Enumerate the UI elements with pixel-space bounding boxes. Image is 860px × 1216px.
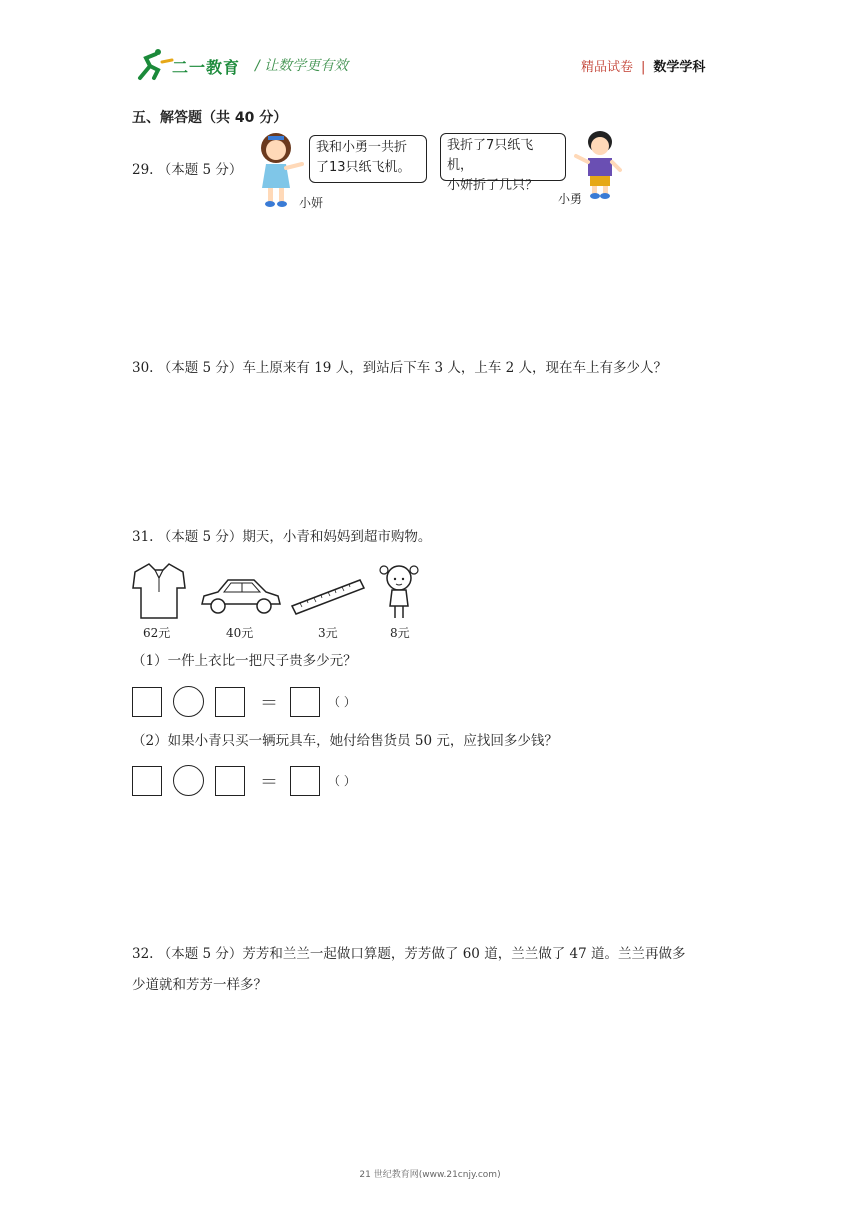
price-doll: 8元 <box>390 626 410 640</box>
operator-circle-2[interactable] <box>173 765 204 796</box>
section-title: 五、解答题（共 40 分） <box>132 110 288 126</box>
price-shirt: 62元 <box>143 626 171 640</box>
unit-paren-1[interactable]: （ ） <box>328 695 356 709</box>
doc-type: 精品试卷 <box>581 60 634 75</box>
logo-text: 二一教育 <box>172 58 241 77</box>
car-icon <box>198 574 282 618</box>
speech-bubble-boy <box>440 133 566 193</box>
girl-figure-icon <box>252 130 304 210</box>
boy-name: 小勇 <box>558 192 583 206</box>
bubble-boy-line2: 小妍折了几只？ <box>447 178 539 193</box>
q31-sub1: （1）一件上衣比一把尺子贵多少元？ <box>132 653 357 669</box>
footer: 21 世纪教育网(www.21cnjy.com) <box>359 1170 501 1180</box>
header-separator: | <box>641 60 646 75</box>
bubble-girl-line2: 了13只纸飞机。 <box>316 160 411 175</box>
answer-box-1a[interactable] <box>132 687 162 717</box>
girl-name: 小妍 <box>299 196 324 210</box>
answer-box-2c[interactable] <box>290 766 320 796</box>
q32-line2: 少道就和芳芳一样多？ <box>132 977 267 993</box>
q32-line1: 32. （本题 5 分）芳芳和兰兰一起做口算题，芳芳做了 60 道，兰兰做了 47 道。兰兰再做多 <box>132 946 686 962</box>
bubble-boy-line1: 我折了7只纸飞机， <box>447 138 534 173</box>
unit-paren-2[interactable]: （ ） <box>328 774 356 788</box>
subject: 数学学科 <box>653 60 706 75</box>
speech-bubble-girl <box>309 135 427 183</box>
header-right <box>581 56 705 75</box>
answer-box-2a[interactable] <box>132 766 162 796</box>
ruler-icon <box>290 576 366 616</box>
price-ruler: 3元 <box>318 626 338 640</box>
doll-icon <box>378 560 420 622</box>
answer-box-2b[interactable] <box>215 766 245 796</box>
q30-text: 30. （本题 5 分）车上原来有 19 人，到站后下车 3 人，上车 2 人，现在车上有多少人？ <box>132 360 668 376</box>
operator-circle-1[interactable] <box>173 686 204 717</box>
bubble-girl-line1: 我和小勇一共折 <box>316 140 408 155</box>
answer-box-1c[interactable] <box>290 687 320 717</box>
shirt-icon <box>131 562 187 620</box>
q31-sub2: （2）如果小青只买一辆玩具车，她付给售货员 50 元，应找回多少钱？ <box>132 733 558 749</box>
q31-text: 31. （本题 5 分）期天，小青和妈妈到超市购物。 <box>132 529 432 545</box>
price-car: 40元 <box>226 626 254 640</box>
slogan: / 让数学更有效 <box>255 58 349 74</box>
q29-label: 29. （本题 5 分） <box>132 162 243 178</box>
answer-box-1b[interactable] <box>215 687 245 717</box>
equals-sign-1: ＝ <box>260 693 278 714</box>
equals-sign-2: ＝ <box>260 772 278 793</box>
